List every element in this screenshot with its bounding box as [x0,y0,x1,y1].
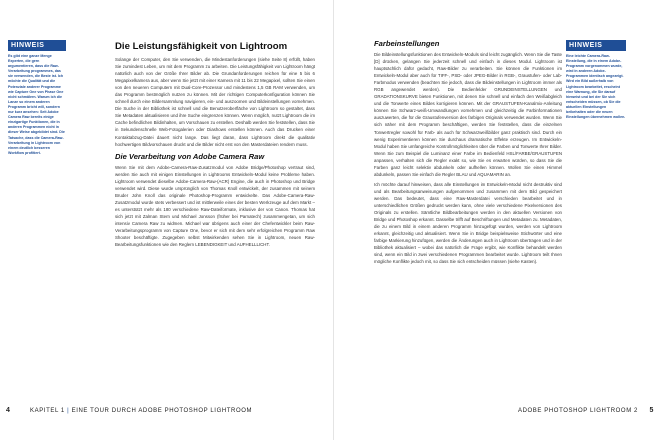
left-page-subheading: Die Verarbeitung von Adobe Camera Raw [115,151,265,161]
left-page-number: 4 [6,407,11,414]
right-page-number: 5 [649,407,654,414]
right-page-paragraph-2: Ich möchte darauf hinweisen, dass alle Einstellungen im Entwickeln-Modul nicht destruktiv sind und als Bearbeitungsanweisungen aufgenommen und zusammen mit dem Bild gespeichert werden. Das bedeutet, dass eine Raw-Masterdatei verschieden bearbeitet und in unterschiedlichen Größen gedruckt werden kann, ohne viele verschiedene Pixelversionen des Originals zu erstellen. Sämtliche Bildbearbeitungen werden in den aktuellen Versionen von Bridge und Photoshop erkannt. Dasselbe trifft auf Beschriftungen und Metadaten zu. Metadaten, die zu einem Bild in einem anderen Programm hinzugefügt wurden, werden von Lightroom erkannt, gleichzeitig und aktualisiert. Wenn Sie in Bridge beispielsweise Stichwörter und eine farbige Markierung hinzufügen, werden die Änderungen auch in Lightroom übertragen und in der Bibliothek aktualisiert – wobei das natürlich die Frage ergibt, wie Konflikte behandelt werden sind, wenn ein Bild in zwei verschiedenen Programmen bearbeitet wurde. Lightroom teilt Ihnen mögliche Konflikte jedoch mit, so dass Sie sich entscheiden müssen (siehe Kasten). [374,181,562,265]
right-page-column [374,38,562,268]
right-hint-text: Eine leichte Camera-Raw-Einstellung, die in einem Adobe-Programm vorgenommen wurde, wird in anderen Adobe-Programmen identisch angezeigt. Wird ein Bild außerhalb von Lightroom bearbeitet, erscheint eine Warnung, die Sie darauf hinweist und bei der Sie sich entscheiden müssen, ob Sie die aktuellen Einstellungen beibehalten oder die neuen Einstellungen übernehmen wollen. [566,54,626,120]
left-page-paragraph-2: Wenn Sie mit dem Adobe-Camera-Raw-Zusatzmodul von Adobe Bridge/Photoshop vertraut sind, werden Sie auch mit einigen Einstellungen in Lightrooms Entwickeln-Modul keine Probleme haben. Lightroom verwendet dieselbe Adobe-Camera-Raw-(ACR) Engine, die auch in Photoshop und Bridge verwendet wird. Diese wurde ursprünglich von Thomas Knoll entwickelt, der zusammen mit seinem Bruder John Knoll das originale Photoshop-Programm entwickelte. Das Adobe-Camera-Raw-Zusatzmodul wurde stets verbessert und ist mittlerweile eines der besten Werkzeuge auf dem Markt – es unterstützt mehr als 180 verschiedene Raw-Dateiformate, inklusive der von Canon. Thomas hat sich jetzt mit Zalman Stern und Michael Jonsson (früher bei Parnatech) zusammengetan, um sich intensiv Camera Raw zu widmen. Michael war übrigens auch einer der Chefentwickler beim Raw-Verarbeitungsprogramm von Capture One, bevor er sich mit dem sehr erfolgreichen Programm Raw Shooter beschäftigte. Zugegeben selbst Mitwirkenden sehen Sie in Lightroom, neuen Raw-Bearbeitungsfunktionen wie den Reglern LEBENDIGKEIT und AUFHELLLICHT. [115,164,315,248]
right-page-heading: Farbeinstellungen [374,39,440,48]
right-hint-title: HINWEIS [566,40,626,51]
right-page-paragraph-1: Die Bildeinstellungsfunktionen des Entwickeln-Moduls sind leicht zugänglich. Wenn Sie die Taste [D] drücken, gelangen Sie jederzeit schnell und einfach in dieses Modul. Lightroom ist hauptsächlich dafür gedacht, Raw-Bilder zu verarbeiten. Sie können die Funktionen im Entwickeln-Modul aber auch für TIFF-, PSD- oder JPEG-Bilder in RGB-, Graustufen- oder Lab-Farbmodus verwenden (beachten Sie jedoch, dass die Bildeinstellungen in Lightroom immer als RGB angewendet werden). Die Bedienfelder GRUNDEINSTELLUNGEN und GRADATIONSKURVE bieten Funktionen, mit denen Sie schnell und einfach den Weißabgleich und die Tonwerte eines Bildes korrigieren können. Mit der GRAUSTUFEN-Kanalmix-Anleitung können Sie Schwarz-weiß-Umwandlungen vornehmen und gleichzeitig die Farbinformationen auszuwerten, die für die Graustufenversion des farbigen Originals verwendet wurden. Wenn Sie sich näher mit dem Programm beschäftigen, werden Sie feststellen, dass die einzelnen Tonwertregler sowohl für Farb- als auch für Schwarzweißbilder ganz praktisch sind. Durch ein wenig Experimentieren können Sie durchaus dramatische Effekte erzeugen. Im Entwickeln-Modul haben Sie umfangreiche Kontrollmöglichkeiten über die Farben und Tonwerte Ihrer Bilder. Wenn Sie zum Beispiel die Luminanz einer Farbe im Bedienfeld HSL/FARBE/GRAUSTUFEN anpassen, verhalten sich die Regler exakt so, wie Sie es erwarten würden, so dass Sie die Farben ganz leicht selektiv abdunkeln oder aufhellen können. Wollen Sie einen Himmel abdunkeln, passen Sie einfach die Regler BLAU und AQUAMARIN an. [374,52,562,177]
chapter-title: EINE TOUR DURCH ADOBE PHOTOSHOP LIGHTROOM [71,408,253,414]
left-hint-box [8,40,66,156]
chapter-label: KAPITEL 1 [30,408,65,414]
right-running-title: ADOBE PHOTOSHOP LIGHTROOM 2 [518,408,638,414]
chapter-running-head [30,408,252,414]
right-hint-box [566,40,626,120]
page-gutter [333,0,334,440]
left-page-paragraph-1: Solange der Computer, den Sie verwenden, die Mindestanforderungen (siehe Seite 8) erfüllt, haben Sie zumindest Leben, um mit dem Programm zu arbeiten. Die Leistungsfähigkeit von Lightroom hängt natürlich auch von der Größe Ihrer Bilder ab. Die Grundanforderungen reichen für eine 5 bis 6 Megapixelkamera aus, aber wenn Sie jetzt mit einer Kamera mit 11 bis 22 Megapixel, sollten Sie einen von den neueren Computern mit Dual-Core-Prozessor und mindestens 1,5 GB RAM verwenden, um das Programm bestmöglich nutzen zu können. Mit der richtigen Computerkonfiguration können Sie schnell durch eine Bildersammlung navigieren, ein- und auszoomen und Bildeinstellungen vornehmen. Die Suche in der Bibliothek ist schnell und die Benutzeroberfläche von Lightroom so gestaltet, dass Sie Metadaten aktualisieren und ihre Suche eingrenzen können. Wenn möglich, nutzt Lightroom die im Cache befindlichen Bildinhalten, um Vorschauen zu erstellen. Deshalb werden Sie feststellen, dass Sie in Sekundenschnelle Web-Fotogalerien oder Diashows erstellen können. Auch das Drucken einer Kontaktabzug-Datei dauert nicht lange. Das liegt daran, dass Lightroom direkt die qualitativ hochwertigen Bildvorschauen druckt und die Bilder nicht erst von den Masterdateien rendern muss. [115,57,315,147]
chapter-separator: | [67,408,70,414]
left-hint-title: HINWEIS [8,40,66,51]
left-page-column [115,40,315,251]
left-page-heading: Die Leistungsfähigkeit von Lightroom [115,41,288,52]
left-hint-text: Es gibt eine ganze Menge Experten, die gern argumentieren, dass die Raw-Verarbeitung programmes, das sie verwenden, die Beste ist. Ich möchte die Qualität und die Potenziale anderer Programme wie Capture One von Phase One nicht schmälern. Warum ich die Lanze so einem anderen Programm bricht will, sondern nur kurz ansehen: Seit Adobe Camera Raw bereits einige einzigartige Funktionen, die in anderen Programmen nicht in dieser Weise abgebildet sind. Die Tatsache, dass die Camera-Raw-Verarbeitung in Lightroom von einem deutlich besseren Workflow profitiert. [8,54,65,155]
